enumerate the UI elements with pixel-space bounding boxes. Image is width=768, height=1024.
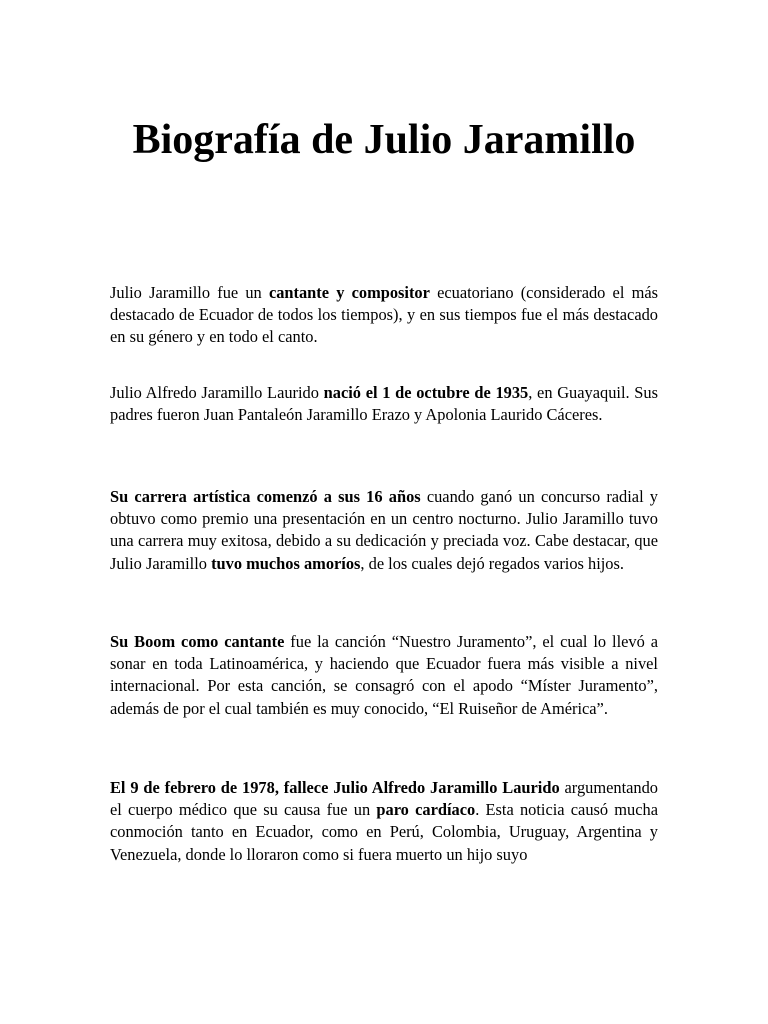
bold-phrase: Su Boom como cantante [110, 632, 285, 651]
paragraph-death [110, 777, 658, 866]
paragraph-text: Julio Alfredo Jaramillo Laurido [110, 383, 324, 402]
paragraph-text: , en Guayaquil. Sus padres fueron Juan Pantaleón Jaramillo Erazo y Apolonia Laurido Cáceres. [110, 383, 658, 425]
document-title: Biografía de Julio Jaramillo [132, 117, 636, 163]
paragraph-text: fue la canción “Nuestro Juramento”, el cual lo llevó a sonar en toda Latinoamérica, y haciendo que Ecuador fuera más visible a nivel internacional. Por esta canción, se consagró con el apodo “Míster Juramento”, además de por el cual también es muy conocido, “El Ruiseñor de América”. [110, 632, 658, 718]
bold-phrase: tuvo muchos amoríos [211, 553, 361, 573]
bold-phrase: paro cardíaco [376, 800, 476, 820]
bold-phrase: El 9 de febrero de 1978, fallece Julio Alfredo Jaramillo Laurido [110, 778, 560, 797]
paragraph-career [110, 486, 658, 575]
paragraph-boom [110, 631, 658, 720]
paragraph-text: ecuatoriano (considerado el más destacado de Ecuador de todos los tiempos), y en sus tiempos fue el más destacado en su género y en todo el canto. [110, 283, 658, 347]
bold-phrase: nació el 1 de octubre de 1935 [323, 383, 529, 402]
paragraph-text: , de los cuales dejó regados varios hijos. [360, 553, 624, 573]
paragraph-text: argumentando el cuerpo médico que su causa fue un [110, 778, 658, 820]
bold-phrase: Su carrera artística comenzó a sus 16 años [110, 487, 421, 506]
bold-phrase: cantante y compositor [268, 283, 430, 302]
paragraph-text: cuando ganó un concurso radial y obtuvo como premio una presentación en un centro nocturno. Julio Jaramillo tuvo una carrera muy exitosa, debido a su dedicación y preciada voz. Cabe destacar, que Julio Jaramillo [110, 487, 659, 573]
paragraph-intro [110, 282, 658, 349]
paragraph-birth [110, 382, 658, 426]
paragraph-text: Julio Jaramillo fue un [110, 283, 269, 302]
paragraph-text: . Esta noticia causó mucha conmoción tanto en Ecuador, como en Perú, Colombia, Uruguay, Argentina y Venezuela, donde lo lloraron como si fuera muerto un hijo suyo [110, 800, 658, 864]
